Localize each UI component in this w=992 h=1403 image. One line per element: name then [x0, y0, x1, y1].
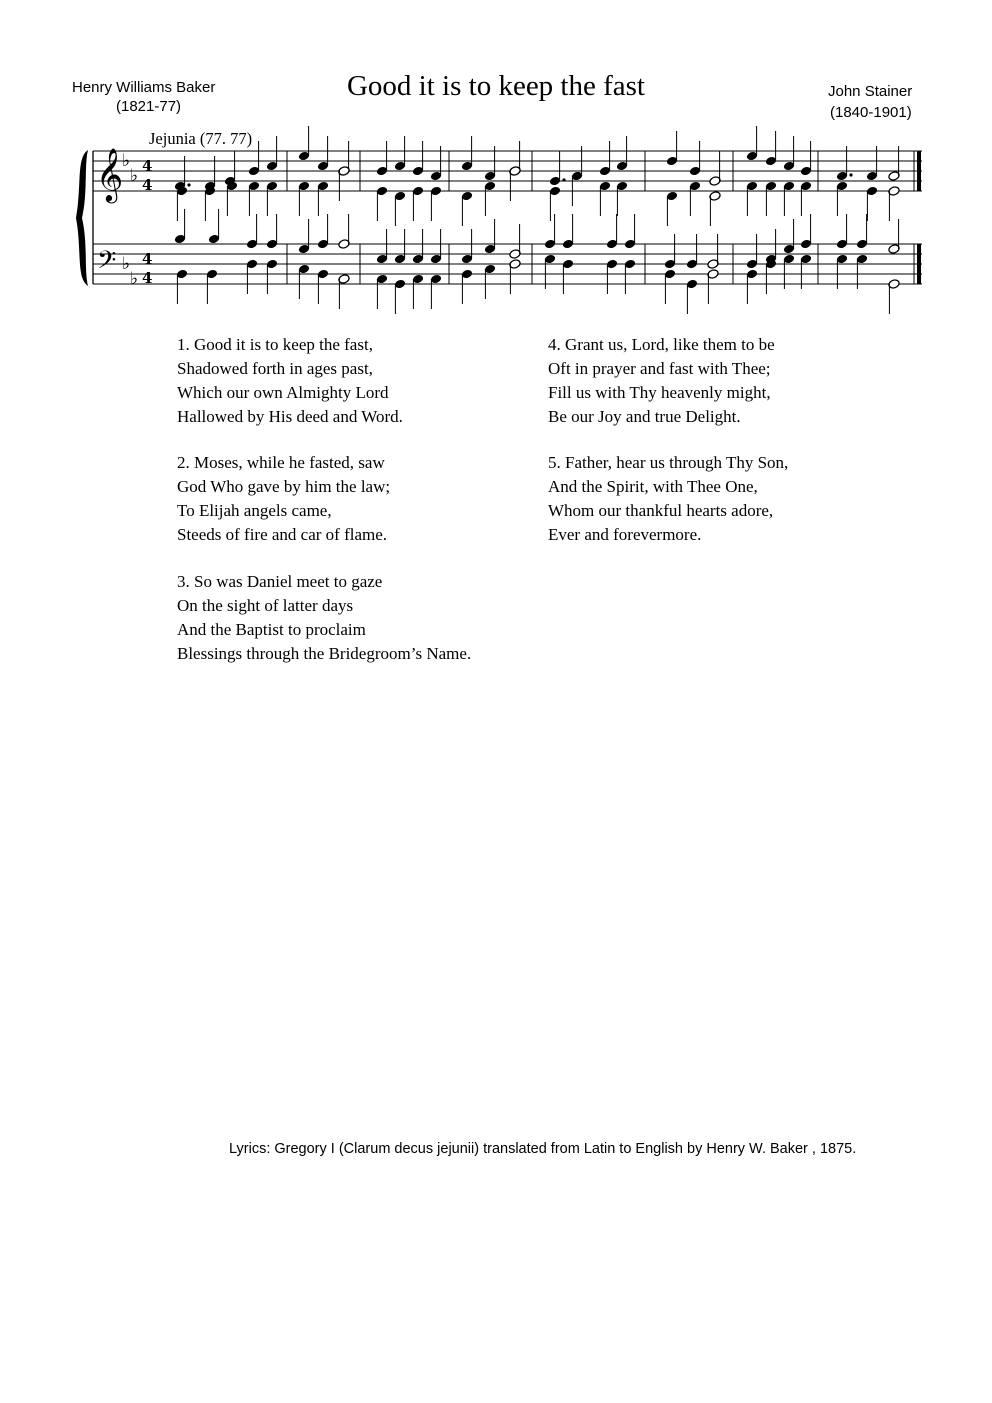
- lyricist-name: Henry Williams Baker: [72, 79, 216, 96]
- verse-line: 2. Moses, while he fasted, saw: [177, 453, 385, 472]
- note: [888, 219, 900, 254]
- verse-line: On the sight of latter days: [177, 596, 354, 615]
- note: [204, 186, 216, 221]
- note: [836, 181, 848, 216]
- verse-4: [548, 333, 775, 429]
- verse-line: God Who gave by him the law;: [177, 477, 391, 496]
- verse-3: [177, 570, 471, 666]
- note: [866, 186, 878, 221]
- note: [783, 181, 795, 216]
- note: [689, 181, 701, 216]
- note: [176, 186, 188, 221]
- note: [298, 264, 310, 299]
- note: [709, 151, 721, 186]
- note: [412, 274, 424, 309]
- note: [765, 181, 777, 216]
- verse-line: 4. Grant us, Lord, like them to be: [548, 335, 775, 354]
- bass-staff: [93, 244, 922, 284]
- note: [800, 214, 812, 249]
- verse-line: Which our own Almighty Lord: [177, 383, 389, 402]
- note: [317, 136, 329, 171]
- note: [707, 234, 719, 269]
- note: [765, 131, 777, 166]
- note: [765, 229, 777, 264]
- note: [266, 259, 278, 294]
- note: [707, 269, 719, 304]
- composer-dates: (1840-1901): [830, 104, 912, 121]
- note: [599, 141, 611, 176]
- note: [394, 279, 406, 314]
- note: [246, 259, 258, 294]
- note: [709, 191, 721, 226]
- svg-text:4: 4: [142, 176, 153, 194]
- note: [298, 181, 310, 216]
- note: [746, 126, 758, 161]
- verse-line: 1. Good it is to keep the fast,: [177, 335, 373, 354]
- notes-layer: [174, 126, 900, 314]
- note: [599, 181, 611, 216]
- note: [509, 166, 521, 201]
- bass-clef-icon: 𝄢: [97, 246, 117, 281]
- note: [888, 279, 900, 314]
- note: [430, 274, 442, 309]
- note: [664, 234, 676, 269]
- verse-line: 3. So was Daniel meet to gaze: [177, 572, 383, 591]
- note: [562, 214, 574, 249]
- note: [224, 151, 236, 186]
- lyricist-dates: (1821-77): [116, 98, 182, 115]
- note: [746, 234, 758, 269]
- verse-line: Ever and forevermore.: [548, 525, 702, 544]
- svg-text:4: 4: [142, 250, 153, 268]
- note: [430, 186, 442, 221]
- note: [888, 186, 900, 221]
- note: [746, 181, 758, 216]
- note: [376, 229, 388, 264]
- composer-name: John Stainer: [828, 83, 913, 100]
- verse-line: Fill us with Thy heavenly might,: [548, 383, 771, 402]
- note: [571, 171, 583, 206]
- note: [624, 214, 636, 249]
- note: [800, 181, 812, 216]
- note: [206, 269, 218, 304]
- note: [686, 279, 698, 314]
- verse-line: And the Spirit, with Thee One,: [548, 477, 758, 496]
- note: [484, 219, 496, 254]
- verse-line: Shadowed forth in ages past,: [177, 359, 373, 378]
- note: [248, 181, 260, 216]
- note: [394, 136, 406, 171]
- note: [266, 181, 278, 216]
- verse-2: [177, 451, 390, 547]
- svg-text:♭: ♭: [130, 166, 139, 186]
- note: [484, 181, 496, 216]
- note: [298, 219, 310, 254]
- hymn-title: Good it is to keep the fast: [346, 70, 645, 102]
- note: [394, 191, 406, 226]
- note: [800, 141, 812, 176]
- svg-text:♭: ♭: [122, 254, 131, 274]
- svg-text:♭: ♭: [122, 151, 131, 171]
- note: [412, 186, 424, 221]
- system-brace: [76, 150, 88, 286]
- verse-line: Oft in prayer and fast with Thee;: [548, 359, 771, 378]
- note: [509, 224, 521, 259]
- note: [394, 229, 406, 264]
- music-score: [0, 0, 992, 320]
- note: [338, 166, 350, 201]
- note: [616, 136, 628, 171]
- note: [461, 269, 473, 304]
- note: [666, 191, 678, 226]
- verse-line: Steeds of fire and car of flame.: [177, 525, 388, 544]
- note: [461, 136, 473, 171]
- note: [689, 141, 701, 176]
- note: [606, 214, 618, 249]
- note: [412, 141, 424, 176]
- note: [376, 186, 388, 221]
- svg-text:4: 4: [142, 157, 153, 175]
- note: [248, 141, 260, 176]
- note: [664, 269, 676, 304]
- note: [338, 214, 350, 249]
- verse-5: [548, 451, 788, 547]
- bass-time-signature: [142, 250, 152, 287]
- note: [461, 191, 473, 226]
- treble-time-signature: [142, 157, 152, 194]
- note: [298, 126, 310, 161]
- note: [412, 229, 424, 264]
- note: [317, 269, 329, 304]
- verse-line: To Elijah angels came,: [177, 501, 332, 520]
- verse-line: Hallowed by His deed and Word.: [177, 407, 403, 426]
- verse-line: 5. Father, hear us through Thy Son,: [548, 453, 789, 472]
- note: [686, 234, 698, 269]
- verse-1: [177, 333, 403, 429]
- note: [624, 259, 636, 294]
- note: [226, 181, 238, 216]
- note: [246, 214, 258, 249]
- note: [562, 259, 574, 294]
- note: [430, 229, 442, 264]
- note: [666, 131, 678, 166]
- note: [317, 214, 329, 249]
- note: [856, 214, 868, 249]
- treble-staff: [93, 151, 922, 191]
- verse-line: Blessings through the Bridegroom’s Name.: [177, 644, 472, 663]
- verse-line: Be our Joy and true Delight.: [548, 407, 741, 426]
- note: [616, 181, 628, 216]
- note: [376, 141, 388, 176]
- treble-clef-icon: 𝄞: [96, 147, 124, 201]
- verse-line: And the Baptist to proclaim: [177, 620, 366, 639]
- note: [783, 219, 795, 254]
- note: [484, 264, 496, 299]
- note: [461, 229, 473, 264]
- note: [376, 274, 388, 309]
- note: [606, 259, 618, 294]
- note: [266, 214, 278, 249]
- note: [338, 274, 350, 309]
- note: [836, 214, 848, 249]
- note: [174, 209, 186, 244]
- verse-line: Whom our thankful hearts adore,: [548, 501, 774, 520]
- tune-name: Jejunia (77. 77): [149, 129, 253, 148]
- note: [208, 209, 220, 244]
- note: [317, 181, 329, 216]
- note: [509, 259, 521, 294]
- note: [176, 269, 188, 304]
- note: [783, 136, 795, 171]
- lyrics-credit: Lyrics: Gregory I (Clarum decus jejunii) translated from Latin to English by Henry W. Baker , 1875.: [229, 1141, 857, 1157]
- svg-text:♭: ♭: [130, 269, 139, 289]
- svg-text:4: 4: [142, 269, 153, 287]
- note: [765, 259, 777, 294]
- note: [266, 136, 278, 171]
- note: [549, 151, 566, 186]
- note: [746, 269, 758, 304]
